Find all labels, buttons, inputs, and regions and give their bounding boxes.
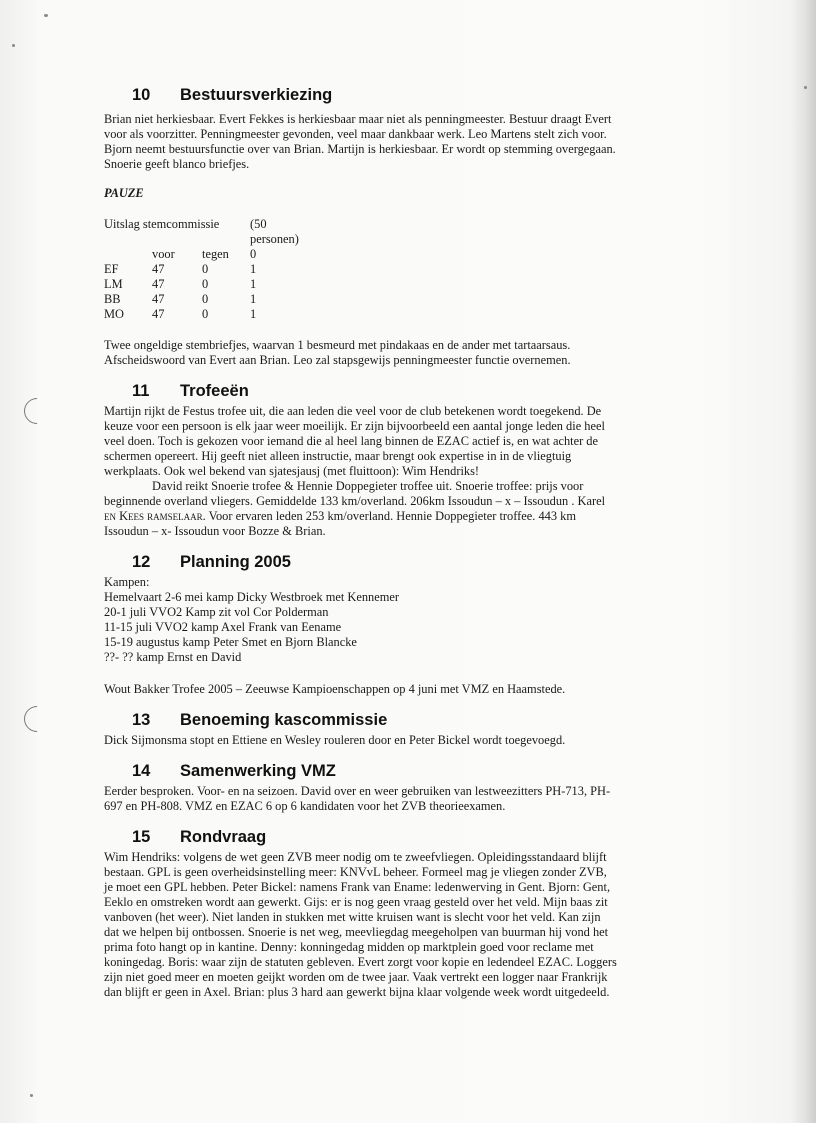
- text-line: 15-19 augustus kamp Peter Smet en Bjorn Blancke: [104, 635, 357, 649]
- kees-ramselaar-name: en Kees ramselaar.: [104, 509, 206, 523]
- section-number: 15: [132, 828, 151, 846]
- vote-row: [104, 307, 310, 322]
- section-number: 11: [132, 382, 150, 400]
- section-title: Bestuursverkiezing: [180, 86, 333, 104]
- section-heading-12: [104, 551, 664, 573]
- vote-row: [104, 262, 310, 277]
- text-line: bestaan. GPL is geen overheidsinstelling meer: KNVvL beheer. Formeel mag je vliegen zonder ZVB,: [104, 865, 607, 879]
- vote-header-cell: voor: [152, 247, 175, 261]
- vote-cell: 0: [202, 292, 209, 306]
- text-line: veel doen. Toch is gekozen voor iemand die al heel lang binnen de EZAC actief is, en wat achter de: [104, 434, 599, 448]
- vote-header-cell: 0: [250, 247, 257, 261]
- text-line: voor als voorzitter. Penningmeester gevonden, veel maar dankbaar werk. Leo Martens stelt zich voor.: [104, 127, 607, 141]
- section-number: 13: [132, 711, 151, 729]
- vote-cell: 0: [202, 307, 209, 321]
- text-fragment: Voor ervaren leden 253 km/overland. Hennie Doppegieter troffee. 443 km: [208, 509, 576, 523]
- text-line: koningedag. Boris: waar zijn de statuten gebleven. Evert zorgt voor kopie en ledendeel EZAC. Loggers: [104, 955, 617, 969]
- vote-row: [104, 277, 310, 292]
- vote-title-row: [104, 217, 310, 247]
- vote-header-row: [104, 247, 310, 262]
- section-title: Rondvraag: [180, 828, 267, 846]
- text-line: dat we helpen bij ontbossen. Snoerie is net weg, meevliegdag meegeholpen van buurman hij vond het: [104, 925, 609, 939]
- text-line: je moet een GPL hebben. Peter Bickel: namens Frank van Ename: ledenwerving in Gent. Bjorn: Gent,: [104, 880, 611, 894]
- text-line: zijn niet goed meer en moeten geijkt worden om de twee jaar. Vaak vertrekt een logger naar Frankrijk: [104, 970, 608, 984]
- text-line: Eeklo en omstreken wordt aan gewerkt. Gijs: er is nog geen vraag gesteld over het veld. Mijn baas zit: [104, 895, 608, 909]
- vote-cell: 47: [152, 307, 165, 321]
- section-heading-13: [104, 709, 664, 731]
- scan-speck: [30, 1094, 33, 1097]
- text-line: 697 en PH-808. VMZ en EZAC 6 op 6 kandidaten voor het ZVB theorieexamen.: [104, 799, 506, 813]
- text-line: werkplaats. Ook wel bekend van sjatesjausj (met fluittoon): Wim Hendriks!: [104, 464, 480, 478]
- vote-cell: 1: [250, 292, 257, 306]
- section-title: Planning 2005: [180, 553, 291, 571]
- section-title: Samenwerking VMZ: [180, 762, 336, 780]
- section-number: 10: [132, 86, 151, 104]
- vote-title: Uitslag stemcommissie: [104, 217, 220, 231]
- vote-cell: BB: [104, 292, 121, 306]
- section-heading-15: [104, 826, 664, 848]
- vote-cell: MO: [104, 307, 124, 321]
- text-line: Wout Bakker Trofee 2005 – Zeeuwse Kampioenschappen op 4 juni met VMZ en Haamstede.: [104, 682, 566, 696]
- text-line: schermen opereert. Hij geeft niet alleen instructie, maar brengt ook expertise in in de vliegtuig: [104, 449, 572, 463]
- text-line: Martijn rijkt de Festus trofee uit, die aan leden die veel voor de club betekenen wordt toegekend. De: [104, 404, 602, 418]
- vote-header-cell: tegen: [202, 247, 229, 261]
- text-line: Afscheidswoord van Evert aan Brian. Leo zal stapsgewijs penningmeester functie overnemen.: [104, 353, 571, 367]
- section-heading-10: [104, 84, 664, 106]
- text-line: [104, 509, 664, 524]
- vote-cell: 1: [250, 262, 257, 276]
- text-line: Kampen:: [104, 575, 150, 589]
- text-line: Brian niet herkiesbaar. Evert Fekkes is herkiesbaar maar niet als penningmeester. Bestuur draagt Evert: [104, 112, 612, 126]
- punch-hole-lower: [19, 701, 56, 738]
- section-title: Trofeeën: [180, 382, 249, 400]
- text-line: vanboven (het weer). Niet landen in stukken met witte kruisen want is slecht voor het veld. Kan zijn: [104, 910, 601, 924]
- vote-cell: 47: [152, 292, 165, 306]
- text-line: Hemelvaart 2-6 mei kamp Dicky Westbroek met Kennemer: [104, 590, 400, 604]
- page-edge-shadow: [790, 0, 816, 1123]
- text-line: beginnende overland vliegers. Gemiddelde 133 km/overland. 206km Issoudun – x – Issoudun . Karel: [104, 494, 606, 508]
- text-line: Twee ongeldige stembriefjes, waarvan 1 besmeurd met pindakaas en de ander met tartaarsaus.: [104, 338, 571, 352]
- text-line: 20-1 juli VVO2 Kamp zit vol Cor Polderman: [104, 605, 329, 619]
- section-number: 14: [132, 762, 151, 780]
- vote-cell: 0: [202, 262, 209, 276]
- text-line: keuze voor een persoon is elk jaar weer moeilijk. Er zijn bijvoorbeeld een aantal jonge leden die heel: [104, 419, 605, 433]
- vote-cell: 1: [250, 307, 257, 321]
- text-line: Bjorn neemt bestuursfunctie over van Brian. Martijn is herkiesbaar. Er wordt op stemming overgegaan.: [104, 142, 616, 156]
- vote-result-table: [104, 217, 310, 322]
- vote-cell: 47: [152, 277, 165, 291]
- vote-header-cell: [104, 247, 152, 262]
- vote-cell: EF: [104, 262, 119, 276]
- text-line: Wim Hendriks: volgens de wet geen ZVB meer nodig om te zweefvliegen. Opleidingsstandaard blijft: [104, 850, 607, 864]
- section-heading-14: [104, 760, 664, 782]
- text-line: Dick Sijmonsma stopt en Ettiene en Wesley rouleren door en Peter Bickel wordt toegevoegd.: [104, 733, 566, 747]
- vote-cell: 1: [250, 277, 257, 291]
- scan-speck: [44, 14, 48, 17]
- text-line: dan blijft er geen in Axel. Brian: plus 3 hard aan gewerkt bijna klaar volgende week wordt uitgedeeld.: [104, 985, 610, 999]
- text-line: Issoudun – x- Issoudun voor Bozze & Brian.: [104, 524, 326, 538]
- text-line: ??- ?? kamp Ernst en David: [104, 650, 242, 664]
- minutes-content: [104, 84, 664, 1000]
- section-title: Benoeming kascommissie: [180, 711, 388, 729]
- text-line: Eerder besproken. Voor- en na seizoen. David over en weer gebruiken van lestweezitters PH-713, PH-: [104, 784, 611, 798]
- vote-cell: 0: [202, 277, 209, 291]
- vote-cell: LM: [104, 277, 123, 291]
- scan-speck: [804, 86, 807, 89]
- text-line: 11-15 juli VVO2 kamp Axel Frank van Eename: [104, 620, 342, 634]
- text-line: Snoerie geeft blanco briefjes.: [104, 157, 250, 171]
- section-heading-11: [104, 380, 664, 402]
- vote-row: [104, 292, 310, 307]
- section-number: 12: [132, 553, 151, 571]
- scan-speck: [12, 44, 15, 47]
- text-line: David reikt Snoerie trofee & Hennie Doppegieter troffee uit. Snoerie troffee: prijs voor: [152, 479, 584, 493]
- vote-persons: (50 personen): [250, 217, 299, 246]
- pauze-label: PAUZE: [104, 186, 144, 200]
- punch-hole-upper: [19, 393, 56, 430]
- vote-cell: 47: [152, 262, 165, 276]
- text-line: prima foto hangt op in kantine. Denny: konningedag midden op marktplein goed voor reclame met: [104, 940, 594, 954]
